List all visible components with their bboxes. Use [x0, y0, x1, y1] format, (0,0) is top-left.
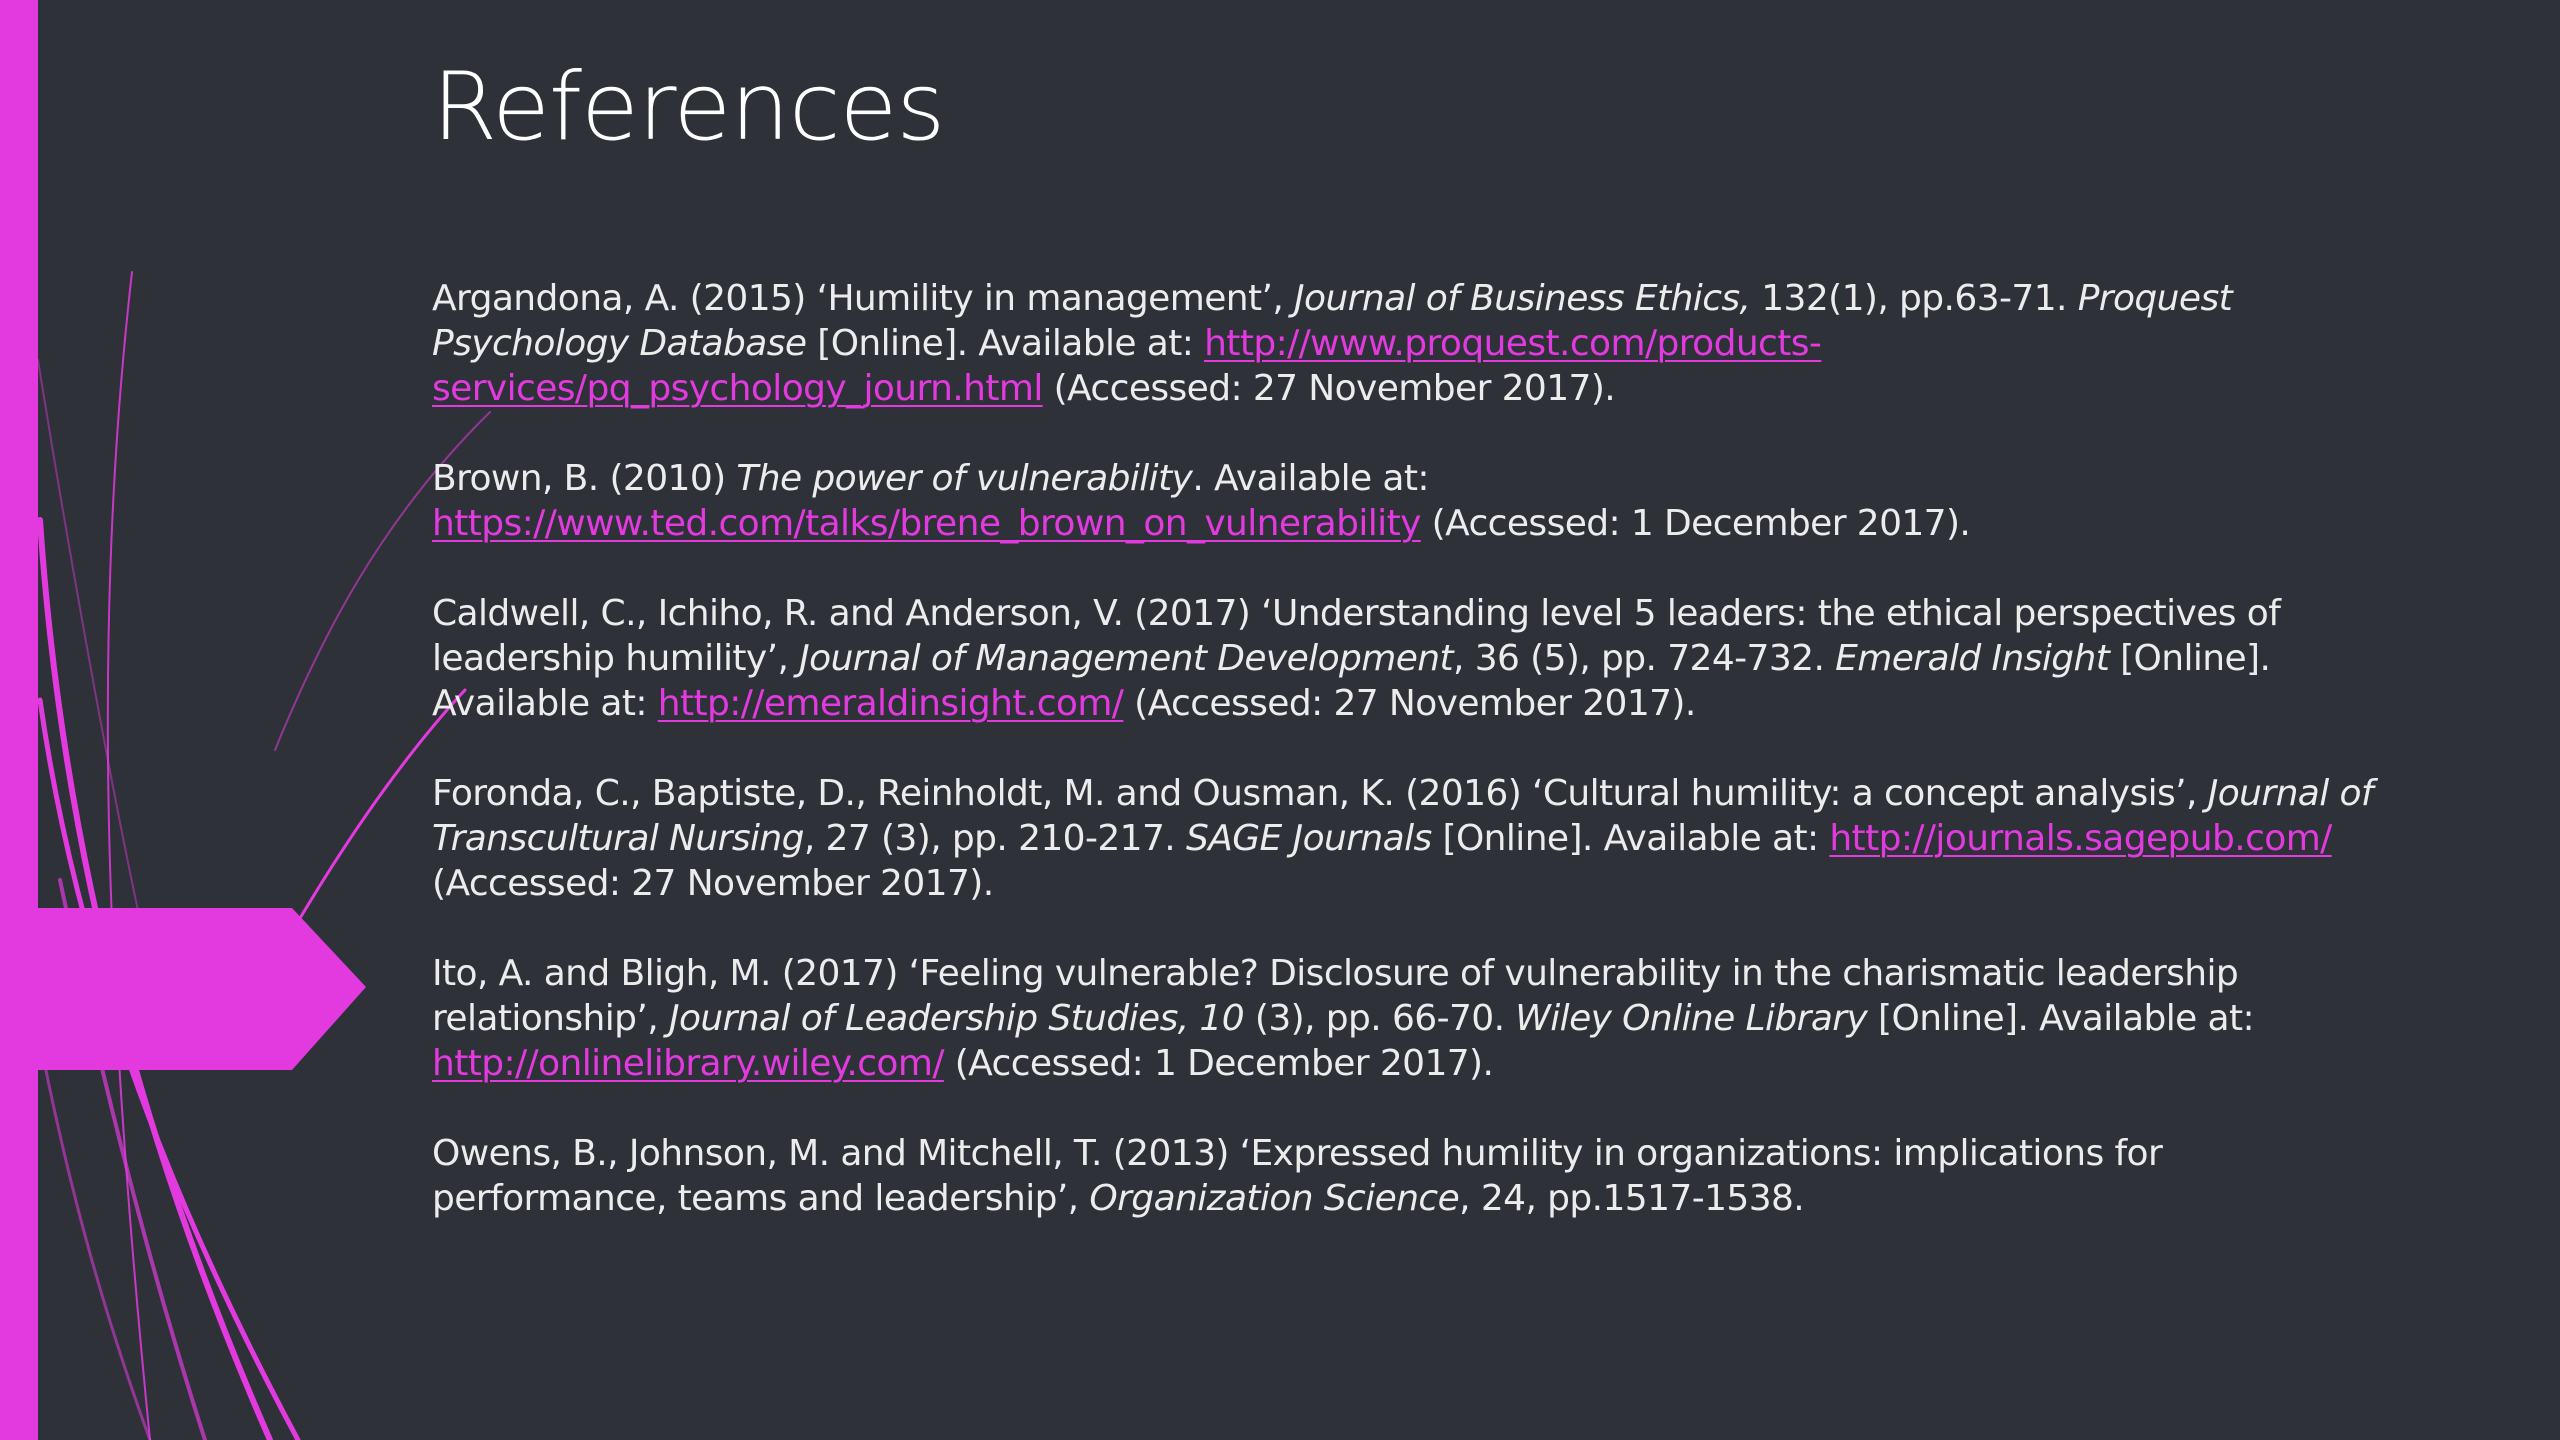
reference-database: Wiley Online Library: [1515, 998, 1868, 1039]
reference-journal: Journal of Business Ethics,: [1294, 278, 1751, 319]
reference-link[interactable]: http://journals.sagepub.com/: [1829, 818, 2332, 859]
reference-link[interactable]: http://onlinelibrary.wiley.com/: [432, 1043, 944, 1084]
reference-accessed: (Accessed: 1 December 2017).: [943, 1043, 1494, 1084]
reference-text: . Available at:: [1192, 458, 1429, 499]
reference-text: , 36 (5), pp. 724-732.: [1453, 638, 1836, 679]
reference-accessed: (Accessed: 27 November 2017).: [432, 863, 994, 904]
reference-text: [Online]. Available at:: [1867, 998, 2255, 1039]
reference-text: Ito, A. and Bligh, M. (2017) ‘Feeling vulnerable? Disclosure of vulnerability in the charismatic leadership relationship’,: [432, 953, 2239, 1039]
reference-item: [432, 1131, 2402, 1221]
decor-curve-1: [108, 272, 150, 1440]
reference-text: Argandona, A. (2015) ‘Humility in management’,: [432, 278, 1295, 319]
reference-database: Emerald Insight: [1835, 638, 2110, 679]
reference-item: [432, 951, 2402, 1086]
reference-text: , 24, pp.1517-1538.: [1459, 1178, 1805, 1219]
reference-item: [432, 591, 2402, 726]
reference-text: Foronda, C., Baptiste, D., Reinholdt, M. and Ousman, K. (2016) ‘Cultural humility: a concept analysis’,: [432, 773, 2208, 814]
reference-accessed: (Accessed: 1 December 2017).: [1420, 503, 1971, 544]
reference-text: Caldwell, C., Ichiho, R. and Anderson, V. (2017) ‘Understanding level 5 leaders: the ethical perspectives of leadership humility’,: [432, 593, 2281, 679]
reference-database: Proquest Psychology Database: [432, 278, 2233, 364]
reference-journal: Journal of Leadership Studies, 10: [668, 998, 1245, 1039]
reference-text: [Online]. Available at:: [806, 323, 1205, 364]
reference-item: [432, 276, 2402, 411]
reference-title: The power of vulnerability: [736, 458, 1193, 499]
reference-link[interactable]: http://www.proquest.com/products-services/pq_psychology_journ.html: [432, 323, 1822, 409]
reference-text: Owens, B., Johnson, M. and Mitchell, T. (2013) ‘Expressed humility in organizations: implications for performance, teams and leadership’,: [432, 1133, 2163, 1219]
reference-text: (3), pp. 66-70.: [1244, 998, 1516, 1039]
pink-arrow-banner: [0, 908, 366, 1070]
reference-journal: Journal of Transcultural Nursing: [432, 773, 2374, 859]
slide-title: References: [432, 53, 945, 162]
reference-text: , 27 (3), pp. 210-217.: [803, 818, 1186, 859]
reference-database: SAGE Journals: [1185, 818, 1432, 859]
reference-text: [Online]. Available at:: [432, 638, 2271, 724]
reference-list: [432, 276, 2402, 1266]
reference-link[interactable]: https://www.ted.com/talks/brene_brown_on_vulnerability: [432, 503, 1421, 544]
reference-text: [Online]. Available at:: [1431, 818, 1830, 859]
reference-journal: Organization Science: [1089, 1178, 1460, 1219]
reference-item: [432, 456, 2402, 546]
reference-link[interactable]: http://emeraldinsight.com/: [657, 683, 1124, 724]
reference-item: [432, 771, 2402, 906]
left-accent-bar: [0, 0, 38, 1440]
reference-text: Brown, B. (2010): [432, 458, 737, 499]
reference-accessed: (Accessed: 27 November 2017).: [1042, 368, 1616, 409]
reference-accessed: (Accessed: 27 November 2017).: [1123, 683, 1696, 724]
reference-journal: Journal of Management Development: [799, 638, 1454, 679]
reference-text: 132(1), pp.63-71.: [1750, 278, 2078, 319]
decor-curve-5: [36, 1020, 150, 1440]
